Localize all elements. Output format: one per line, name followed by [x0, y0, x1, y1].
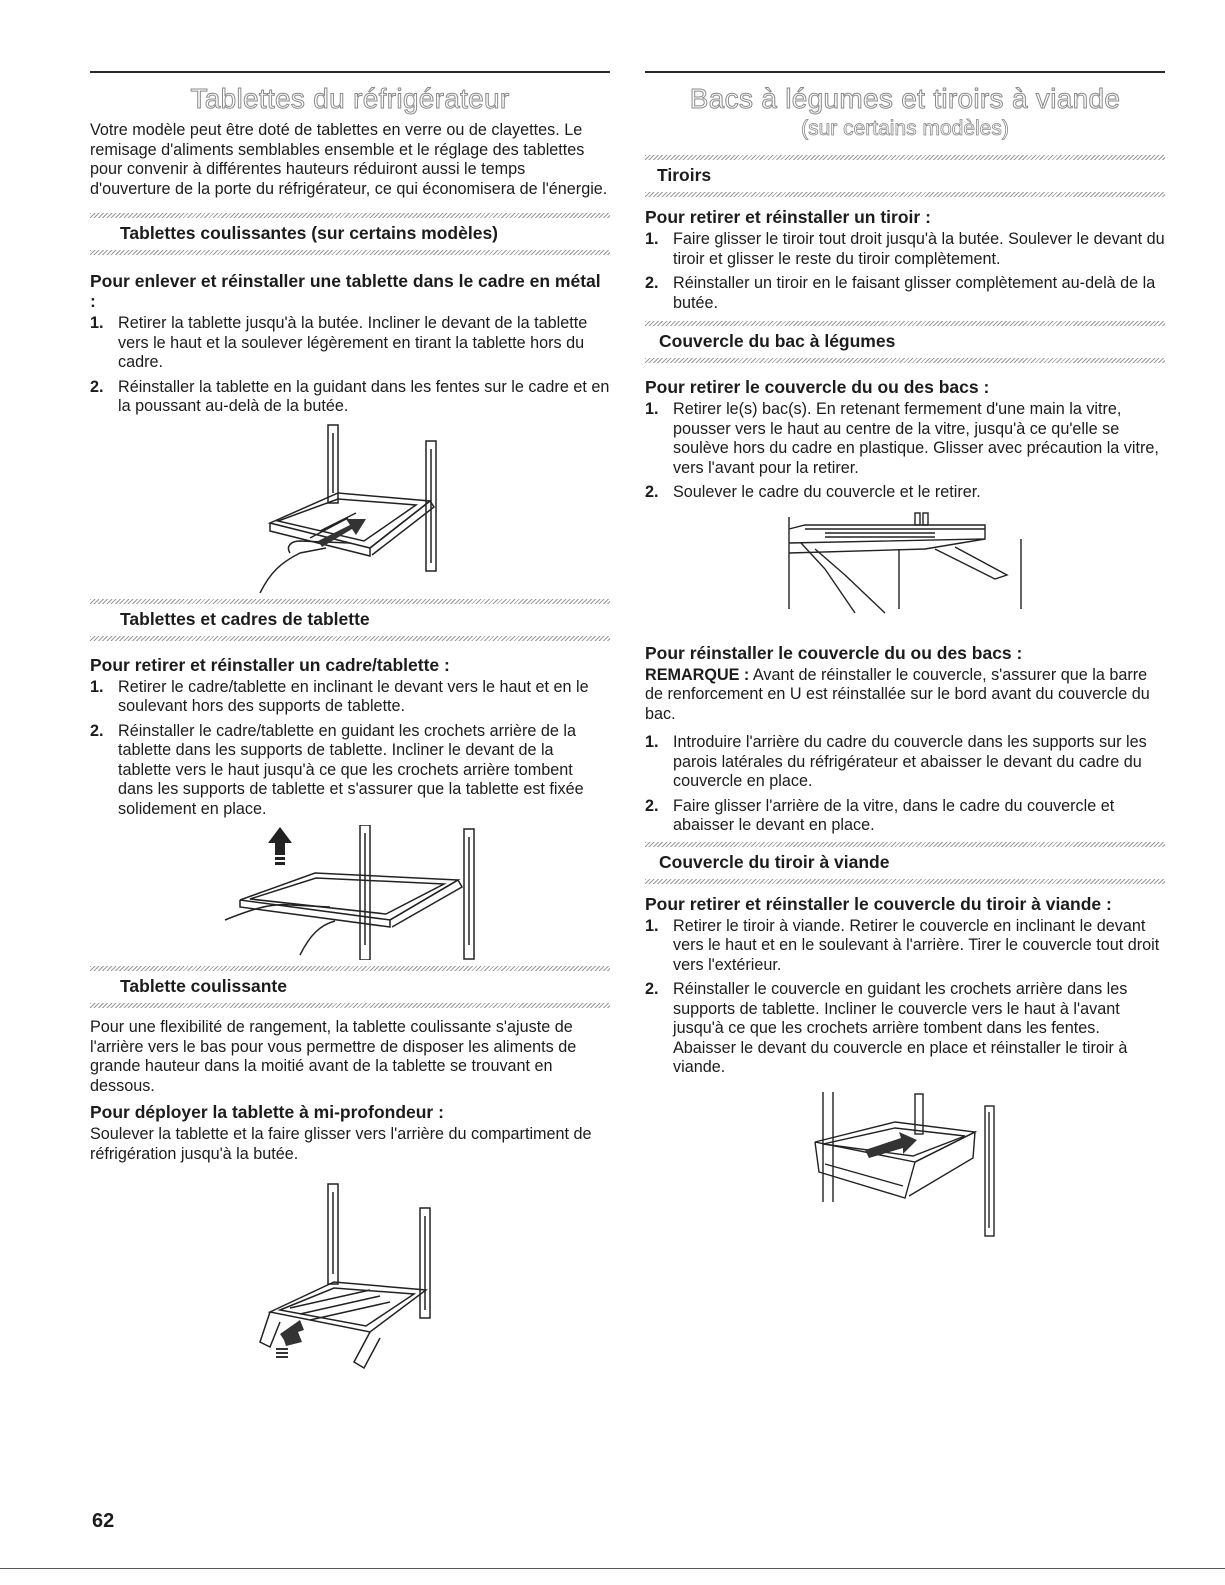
intro-paragraph: Votre modèle peut être doté de tablettes en verre ou de clayettes. Le remisage d'aliments semblables ensemble et le réglage des tablettes pour convenir à différentes hauteurs réduiront aussi le temps d'ouverture de la porte du réfrigérateur, ce qui économisera de l'énergie.: [90, 121, 608, 198]
procedure-heading: Pour déployer la tablette à mi-profondeur :: [90, 1102, 444, 1122]
procedure-heading: Pour retirer et réinstaller le couvercle du tiroir à viande :: [645, 893, 1112, 914]
half-depth-shelf-illustration: [230, 1182, 470, 1372]
procedure-heading: Pour retirer et réinstaller un cadre/tablette :: [90, 654, 450, 675]
steps-list: [645, 400, 1165, 503]
meat-drawer-cover-illustration: [805, 1092, 1005, 1242]
step-item: 1. Retirer la tablette jusqu'à la butée. Incliner le devant de la tablette vers le haut et la soulever légèrement en tirant la tablette hors du cadre.: [90, 314, 588, 371]
procedure-heading: Pour enlever et réinstaller une tablette dans le cadre en métal :: [90, 271, 601, 311]
step-item: 1. Retirer le(s) bac(s). En retenant fermement d'une main la vitre, pousser vers le haut au centre de la vitre, jusqu'à ce qu'elle se soulève hors du cadre en plastique. Glisser avec précaution la vitre, vers l'avant pour la retirer.: [645, 400, 1159, 477]
steps-list: [90, 678, 610, 820]
section-title-crispers-and-meat-drawers: Bacs à légumes et tiroirs à viande: [689, 83, 1121, 114]
step-item: 1. Retirer le cadre/tablette en inclinant le devant vers le haut et en le soulevant hors des supports de tablette.: [90, 677, 589, 715]
step-item: 2. Réinstaller le cadre/tablette en guidant les crochets arrière de la tablette dans les supports de tablette. Incliner le devant de la tablette vers le haut jusqu'à ce que les crochets arrière tombent dans les supports de tablette et s'assurer que la tablette est fixée solidement en place.: [90, 721, 584, 818]
steps-list: [90, 314, 610, 417]
subsection-title-sliding-shelf: Tablette coulissante: [120, 976, 287, 996]
hatch-divider: [90, 250, 610, 255]
step-item: 2. Réinstaller le couvercle en guidant les crochets arrière dans les supports de tablette. Incliner le couvercle vers le haut à l'avant jusqu'à ce que les crochets arrière tombent dans les fentes. Abaisser le devant du couvercle en place et réinstaller le tiroir à viande.: [645, 980, 1128, 1076]
subsection-title-sliding-shelves: Tablettes coulissantes (sur certains modèles): [120, 223, 499, 243]
procedure-heading: Pour retirer et réinstaller un tiroir :: [645, 207, 931, 227]
step-item: 2. Réinstaller la tablette en la guidant dans les fentes sur le cadre et en la poussant au-delà de la butée.: [90, 377, 610, 415]
hatch-divider: [90, 1003, 610, 1008]
note-text: Avant de réinstaller le couvercle, s'assurer que la barre de renforcement en U est réinstallée sur le bord avant du couvercle du bac.: [645, 665, 1150, 723]
subsection-title-crisper-cover: Couvercle du bac à légumes: [659, 331, 896, 351]
page-number: 62: [92, 1510, 115, 1532]
left-column: [90, 71, 610, 1378]
step-item: 1. Retirer le tiroir à viande. Retirer le couvercle en inclinant le devant vers le haut et en le soulevant à l'arrière. Tirer le couvercle tout droit vers l'extérieur.: [645, 916, 1160, 974]
subsection-title-meat-drawer-cover: Couvercle du tiroir à viande: [659, 851, 890, 872]
step-item: 1. Introduire l'arrière du cadre du couvercle dans les supports sur les parois latérales du réfrigérateur et abaisser le devant du cadre du couvercle en place.: [645, 733, 1147, 790]
section-title-refrigerator-shelves: Tablettes du réfrigérateur: [190, 83, 510, 114]
step-item: 2. Faire glisser l'arrière de la vitre, dans le cadre du couvercle et abaisser le devant en place.: [645, 796, 1115, 834]
note-paragraph: [645, 666, 1165, 725]
right-column: [645, 71, 1165, 1248]
steps-list: [645, 917, 1165, 1078]
section-subtitle: (sur certains modèles): [801, 117, 1009, 140]
note-label: REMARQUE :: [645, 665, 750, 684]
steps-list: [645, 733, 1165, 836]
step-item: 2. Réinstaller un tiroir en le faisant glisser complètement au-delà de la butée.: [645, 274, 1156, 312]
hatch-divider: [90, 636, 610, 641]
procedure-heading: Pour retirer le couvercle du ou des bacs :: [645, 377, 990, 397]
paragraph: Soulever la tablette et la faire glisser vers l'arrière du compartiment de réfrigération jusqu'à la butée.: [90, 1125, 592, 1163]
step-item: 2. Soulever le cadre du couvercle et le retirer.: [645, 483, 981, 501]
hatch-divider: [645, 358, 1165, 363]
top-rule: [645, 71, 1165, 73]
hatch-divider: [645, 192, 1165, 197]
step-item: 1. Faire glisser le tiroir tout droit jusqu'à la butée. Soulever le devant du tiroir et glisser le reste du tiroir complètement.: [645, 230, 1165, 268]
crisper-cover-illustration: [785, 509, 1025, 619]
paragraph: Pour une flexibilité de rangement, la tablette coulissante s'ajuste de l'arrière vers le bas pour vous permettre de disposer les aliments de grande hauteur dans la moitié avant de la tablette se trouvant en dessous.: [90, 1018, 577, 1095]
sliding-shelf-illustration: [230, 423, 470, 593]
shelf-frame-illustration: [220, 825, 480, 960]
subsection-title-drawers: Tiroirs: [657, 165, 712, 185]
hatch-divider: [645, 879, 1165, 884]
procedure-heading: Pour réinstaller le couvercle du ou des bacs :: [645, 642, 1023, 663]
top-rule: [90, 71, 610, 73]
steps-list: [645, 230, 1165, 313]
bottom-rule: [0, 1568, 1225, 1569]
subsection-title-shelves-and-frames: Tablettes et cadres de tablette: [120, 608, 370, 629]
